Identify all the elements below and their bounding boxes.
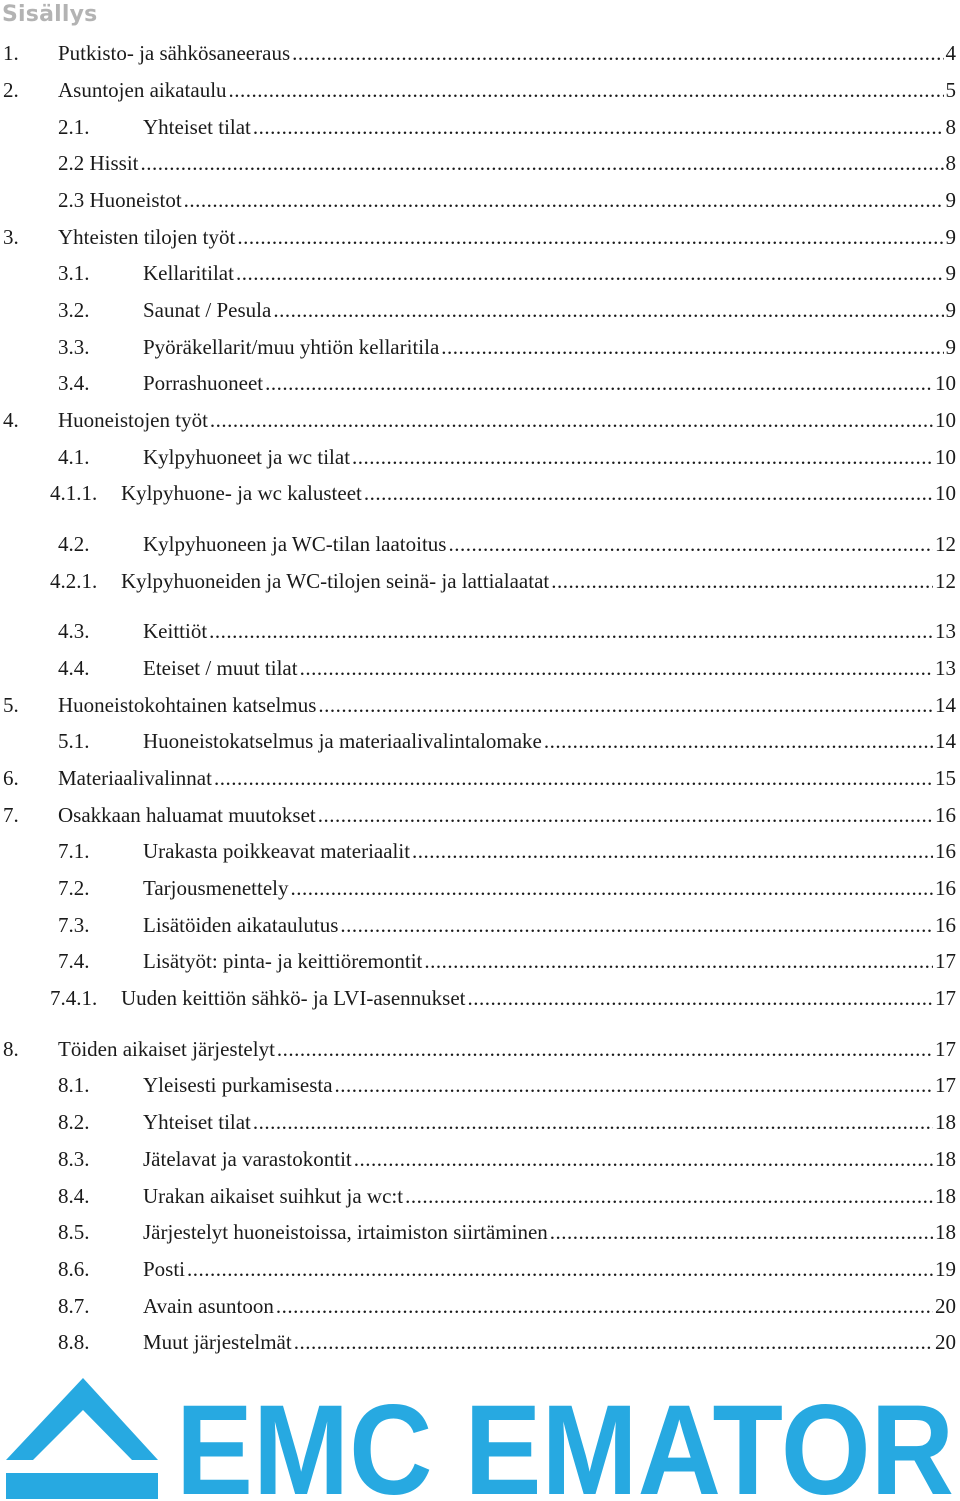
toc-dot-leader: [335, 1070, 933, 1100]
toc-entry[interactable]: [0, 983, 960, 1013]
toc-entry-title: Jätelavat ja varastokontit: [143, 1147, 352, 1171]
toc-entry-number: 4.1.1.: [50, 481, 98, 505]
toc-entry-title: Posti: [143, 1257, 186, 1281]
toc-entry[interactable]: [0, 1034, 960, 1064]
toc-entry-number: 1.: [3, 41, 19, 65]
toc-entry-number: 3.1.: [58, 261, 90, 285]
toc-entry-page-number: 9: [945, 188, 956, 212]
toc-entry[interactable]: [0, 836, 960, 866]
toc-entry-page-number: 20: [935, 1330, 956, 1354]
toc-entry[interactable]: [0, 690, 960, 720]
toc-dot-leader: [214, 763, 933, 793]
toc-entry-number: 3.4.: [58, 371, 90, 395]
toc-entry-title: Kylpyhuone- ja wc kalusteet: [121, 481, 362, 505]
toc-entry-number: 4.2.1.: [50, 569, 98, 593]
toc-entry-page-number: 9: [945, 261, 956, 285]
toc-entry-title: Tarjousmenettely: [143, 876, 289, 900]
toc-entry-number: 8.2.: [58, 1110, 90, 1134]
toc-entry[interactable]: [0, 332, 960, 362]
toc-entry-title: Porrashuoneet: [143, 371, 264, 395]
toc-dot-leader: [551, 566, 933, 596]
toc-dot-leader: [318, 800, 933, 830]
toc-dot-leader: [550, 1217, 933, 1247]
toc-entry-page-number: 12: [935, 569, 956, 593]
toc-entry-page-number: 16: [935, 913, 956, 937]
toc-entry-page-number: 15: [935, 766, 956, 790]
toc-entry-number: 7.4.: [58, 949, 90, 973]
toc-dot-leader: [229, 75, 944, 105]
toc-entry-page-number: 16: [935, 803, 956, 827]
toc-entry-title: Urakasta poikkeavat materiaalit: [143, 839, 411, 863]
toc-entry-page-number: 9: [945, 225, 956, 249]
toc-dot-leader: [277, 1034, 933, 1064]
toc-entry-page-number: 18: [935, 1147, 956, 1171]
toc-dot-leader: [187, 1254, 933, 1284]
toc-entry[interactable]: [0, 38, 960, 68]
toc-entry-title: Keittiöt: [143, 619, 208, 643]
toc-entry[interactable]: [0, 910, 960, 940]
toc-dot-leader: [340, 910, 933, 940]
toc-entry[interactable]: [0, 763, 960, 793]
toc-entry-title: Putkisto- ja sähkösaneeraus: [58, 41, 291, 65]
toc-entry-page-number: 9: [945, 335, 956, 359]
toc-entry-page-number: 17: [935, 949, 956, 973]
toc-entry-number: 3.3.: [58, 335, 90, 359]
toc-dot-leader: [441, 332, 943, 362]
toc-entry-number: 8.1.: [58, 1073, 90, 1097]
toc-entry[interactable]: [0, 442, 960, 472]
toc-dot-leader: [448, 529, 933, 559]
toc-dot-leader: [290, 873, 933, 903]
toc-dot-leader: [236, 258, 944, 288]
toc-entry-title: Huoneistokatselmus ja materiaalivalintalomake: [143, 729, 542, 753]
toc-dot-leader: [276, 1291, 933, 1321]
toc-entry-page-number: 20: [935, 1294, 956, 1318]
emc-emator-logo: [0, 1372, 960, 1501]
toc-dot-leader: [141, 148, 944, 178]
toc-entry-page-number: 13: [935, 619, 956, 643]
toc-entry-page-number: 10: [935, 445, 956, 469]
toc-dot-leader: [352, 442, 933, 472]
toc-entry-page-number: 8: [945, 151, 956, 175]
toc-dot-leader: [424, 946, 933, 976]
toc-entry-title: Yhteiset tilat: [143, 1110, 251, 1134]
toc-entry-page-number: 19: [935, 1257, 956, 1281]
toc-entry-title: Lisätyöt: pinta- ja keittiöremontit: [143, 949, 423, 973]
toc-entry-title: Pyöräkellarit/muu yhtiön kellaritila: [143, 335, 440, 359]
toc-dot-leader: [237, 222, 943, 252]
toc-entry[interactable]: [0, 946, 960, 976]
toc-entry[interactable]: [0, 295, 960, 325]
toc-entry-title: Töiden aikaiset järjestelyt: [58, 1037, 275, 1061]
toc-dot-leader: [273, 295, 943, 325]
toc-entry-page-number: 18: [935, 1110, 956, 1134]
toc-entry-number: 6.: [3, 766, 19, 790]
toc-entry-number: 4.: [3, 408, 19, 432]
toc-entry-title: Kellaritilat: [143, 261, 234, 285]
toc-entry-page-number: 10: [935, 481, 956, 505]
toc-entry-number: 8.6.: [58, 1257, 90, 1281]
toc-entry[interactable]: [0, 1181, 960, 1211]
toc-entry-number: 3.2.: [58, 298, 90, 322]
toc-dot-leader: [265, 368, 933, 398]
toc-entry-title: Eteiset / muut tilat: [143, 656, 298, 680]
toc-entry-number: 7.1.: [58, 839, 90, 863]
toc-entry-page-number: 17: [935, 1073, 956, 1097]
toc-entry-number: 8.: [3, 1037, 19, 1061]
toc-entry-number: 7.: [3, 803, 19, 827]
toc-entry[interactable]: [0, 1070, 960, 1100]
toc-dot-leader: [253, 112, 944, 142]
toc-dot-leader: [184, 185, 944, 215]
toc-dot-leader: [209, 616, 933, 646]
toc-entry-page-number: 12: [935, 532, 956, 556]
logo-wordmark: EMC EMATOR: [176, 1379, 954, 1501]
toc-dot-leader: [294, 1327, 933, 1357]
toc-entry-number: 5.: [3, 693, 19, 717]
toc-entry-title: Materiaalivalinnat: [58, 766, 212, 790]
toc-entry[interactable]: [0, 75, 960, 105]
toc-entry-title: Kylpyhuoneiden ja WC-tilojen seinä- ja lattialaatat: [121, 569, 550, 593]
toc-entry-number: 7.2.: [58, 876, 90, 900]
toc-entry[interactable]: [0, 529, 960, 559]
toc-entry-title: Kylpyhuoneet ja wc tilat: [143, 445, 351, 469]
toc-entry-number: 2.: [3, 78, 19, 102]
toc-entry[interactable]: [0, 873, 960, 903]
toc-entry-page-number: 16: [935, 839, 956, 863]
toc-entry-page-number: 14: [935, 729, 956, 753]
toc-entry[interactable]: [0, 478, 960, 508]
toc-entry-number: 5.1.: [58, 729, 90, 753]
toc-dot-leader: [467, 983, 933, 1013]
toc-entry-title: 2.3 Huoneistot: [58, 188, 182, 212]
toc-entry[interactable]: [0, 258, 960, 288]
toc-entry-title: Huoneistojen työt: [58, 408, 208, 432]
toc-entry[interactable]: [0, 185, 960, 215]
toc-entry[interactable]: [0, 1327, 960, 1357]
toc-entry-number: 8.3.: [58, 1147, 90, 1171]
toc-entry-page-number: 17: [935, 1037, 956, 1061]
toc-entry-page-number: 17: [935, 986, 956, 1010]
toc-entry-title: Yleisesti purkamisesta: [143, 1073, 333, 1097]
toc-entry-title: Muut järjestelmät: [143, 1330, 292, 1354]
toc-entry[interactable]: [0, 222, 960, 252]
toc-entry-title: Yhteisten tilojen työt: [58, 225, 236, 249]
toc-entry-title: Asuntojen aikataulu: [58, 78, 227, 102]
toc-entry[interactable]: [0, 616, 960, 646]
toc-entry-page-number: 10: [935, 371, 956, 395]
toc-dot-leader: [405, 1181, 933, 1211]
toc-entry-number: 8.5.: [58, 1220, 90, 1244]
toc-entry[interactable]: [0, 1107, 960, 1137]
toc-entry-number: 8.8.: [58, 1330, 90, 1354]
toc-entry-number: 7.4.1.: [50, 986, 98, 1010]
toc-entry[interactable]: [0, 653, 960, 683]
toc-entry[interactable]: [0, 1254, 960, 1284]
toc-entry-title: Yhteiset tilat: [143, 115, 251, 139]
toc-entry-page-number: 4: [945, 41, 956, 65]
toc-entry[interactable]: [0, 1217, 960, 1247]
toc-entry-number: 4.3.: [58, 619, 90, 643]
toc-entry[interactable]: [0, 566, 960, 596]
toc-entry[interactable]: [0, 368, 960, 398]
toc-entry-page-number: 18: [935, 1220, 956, 1244]
toc-dot-leader: [210, 405, 933, 435]
toc-entry-number: 4.4.: [58, 656, 90, 680]
toc-dot-leader: [292, 38, 943, 68]
toc-entry[interactable]: [0, 405, 960, 435]
toc-entry-number: 8.7.: [58, 1294, 90, 1318]
toc-entry[interactable]: [0, 1144, 960, 1174]
toc-entry-page-number: 14: [935, 693, 956, 717]
toc-entry-title: Urakan aikaiset suihkut ja wc:t: [143, 1184, 404, 1208]
toc-dot-leader: [544, 726, 933, 756]
toc-entry[interactable]: [0, 1291, 960, 1321]
toc-entry-page-number: 10: [935, 408, 956, 432]
toc-entry-number: 3.: [3, 225, 19, 249]
toc-entry-number: 8.4.: [58, 1184, 90, 1208]
toc-entry-title: Saunat / Pesula: [143, 298, 272, 322]
toc-entry-title: Kylpyhuoneen ja WC-tilan laatoitus: [143, 532, 447, 556]
toc-entry[interactable]: [0, 112, 960, 142]
toc-entry-title: Lisätöiden aikataulutus: [143, 913, 339, 937]
toc-dot-leader: [412, 836, 933, 866]
toc-entry-page-number: 18: [935, 1184, 956, 1208]
toc-entry[interactable]: [0, 726, 960, 756]
toc-entry[interactable]: [0, 148, 960, 178]
toc-entry-title: Uuden keittiön sähkö- ja LVI-asennukset: [121, 986, 466, 1010]
toc-entry-page-number: 5: [945, 78, 956, 102]
toc-entry-title: Huoneistokohtainen katselmus: [58, 693, 317, 717]
toc-entry-number: 2.1.: [58, 115, 90, 139]
emator-triangle-icon: [6, 1378, 158, 1499]
toc-entry-number: 7.3.: [58, 913, 90, 937]
toc-dot-leader: [253, 1107, 933, 1137]
toc-entry-page-number: 16: [935, 876, 956, 900]
toc-entry-title: Avain asuntoon: [143, 1294, 274, 1318]
toc-dot-leader: [364, 478, 933, 508]
toc-title: Sisällys: [2, 2, 98, 27]
toc-entry-title: 2.2 Hissit: [58, 151, 139, 175]
toc-dot-leader: [318, 690, 933, 720]
toc-entry-title: Järjestelyt huoneistoissa, irtaimiston siirtäminen: [143, 1220, 548, 1244]
toc-dot-leader: [354, 1144, 933, 1174]
toc-entry[interactable]: [0, 800, 960, 830]
toc-entry-page-number: 8: [945, 115, 956, 139]
toc-entry-page-number: 9: [945, 298, 956, 322]
toc-entry-number: 4.1.: [58, 445, 90, 469]
toc-dot-leader: [300, 653, 933, 683]
toc-entry-page-number: 13: [935, 656, 956, 680]
toc-entry-title: Osakkaan haluamat muutokset: [58, 803, 316, 827]
toc-entry-number: 4.2.: [58, 532, 90, 556]
